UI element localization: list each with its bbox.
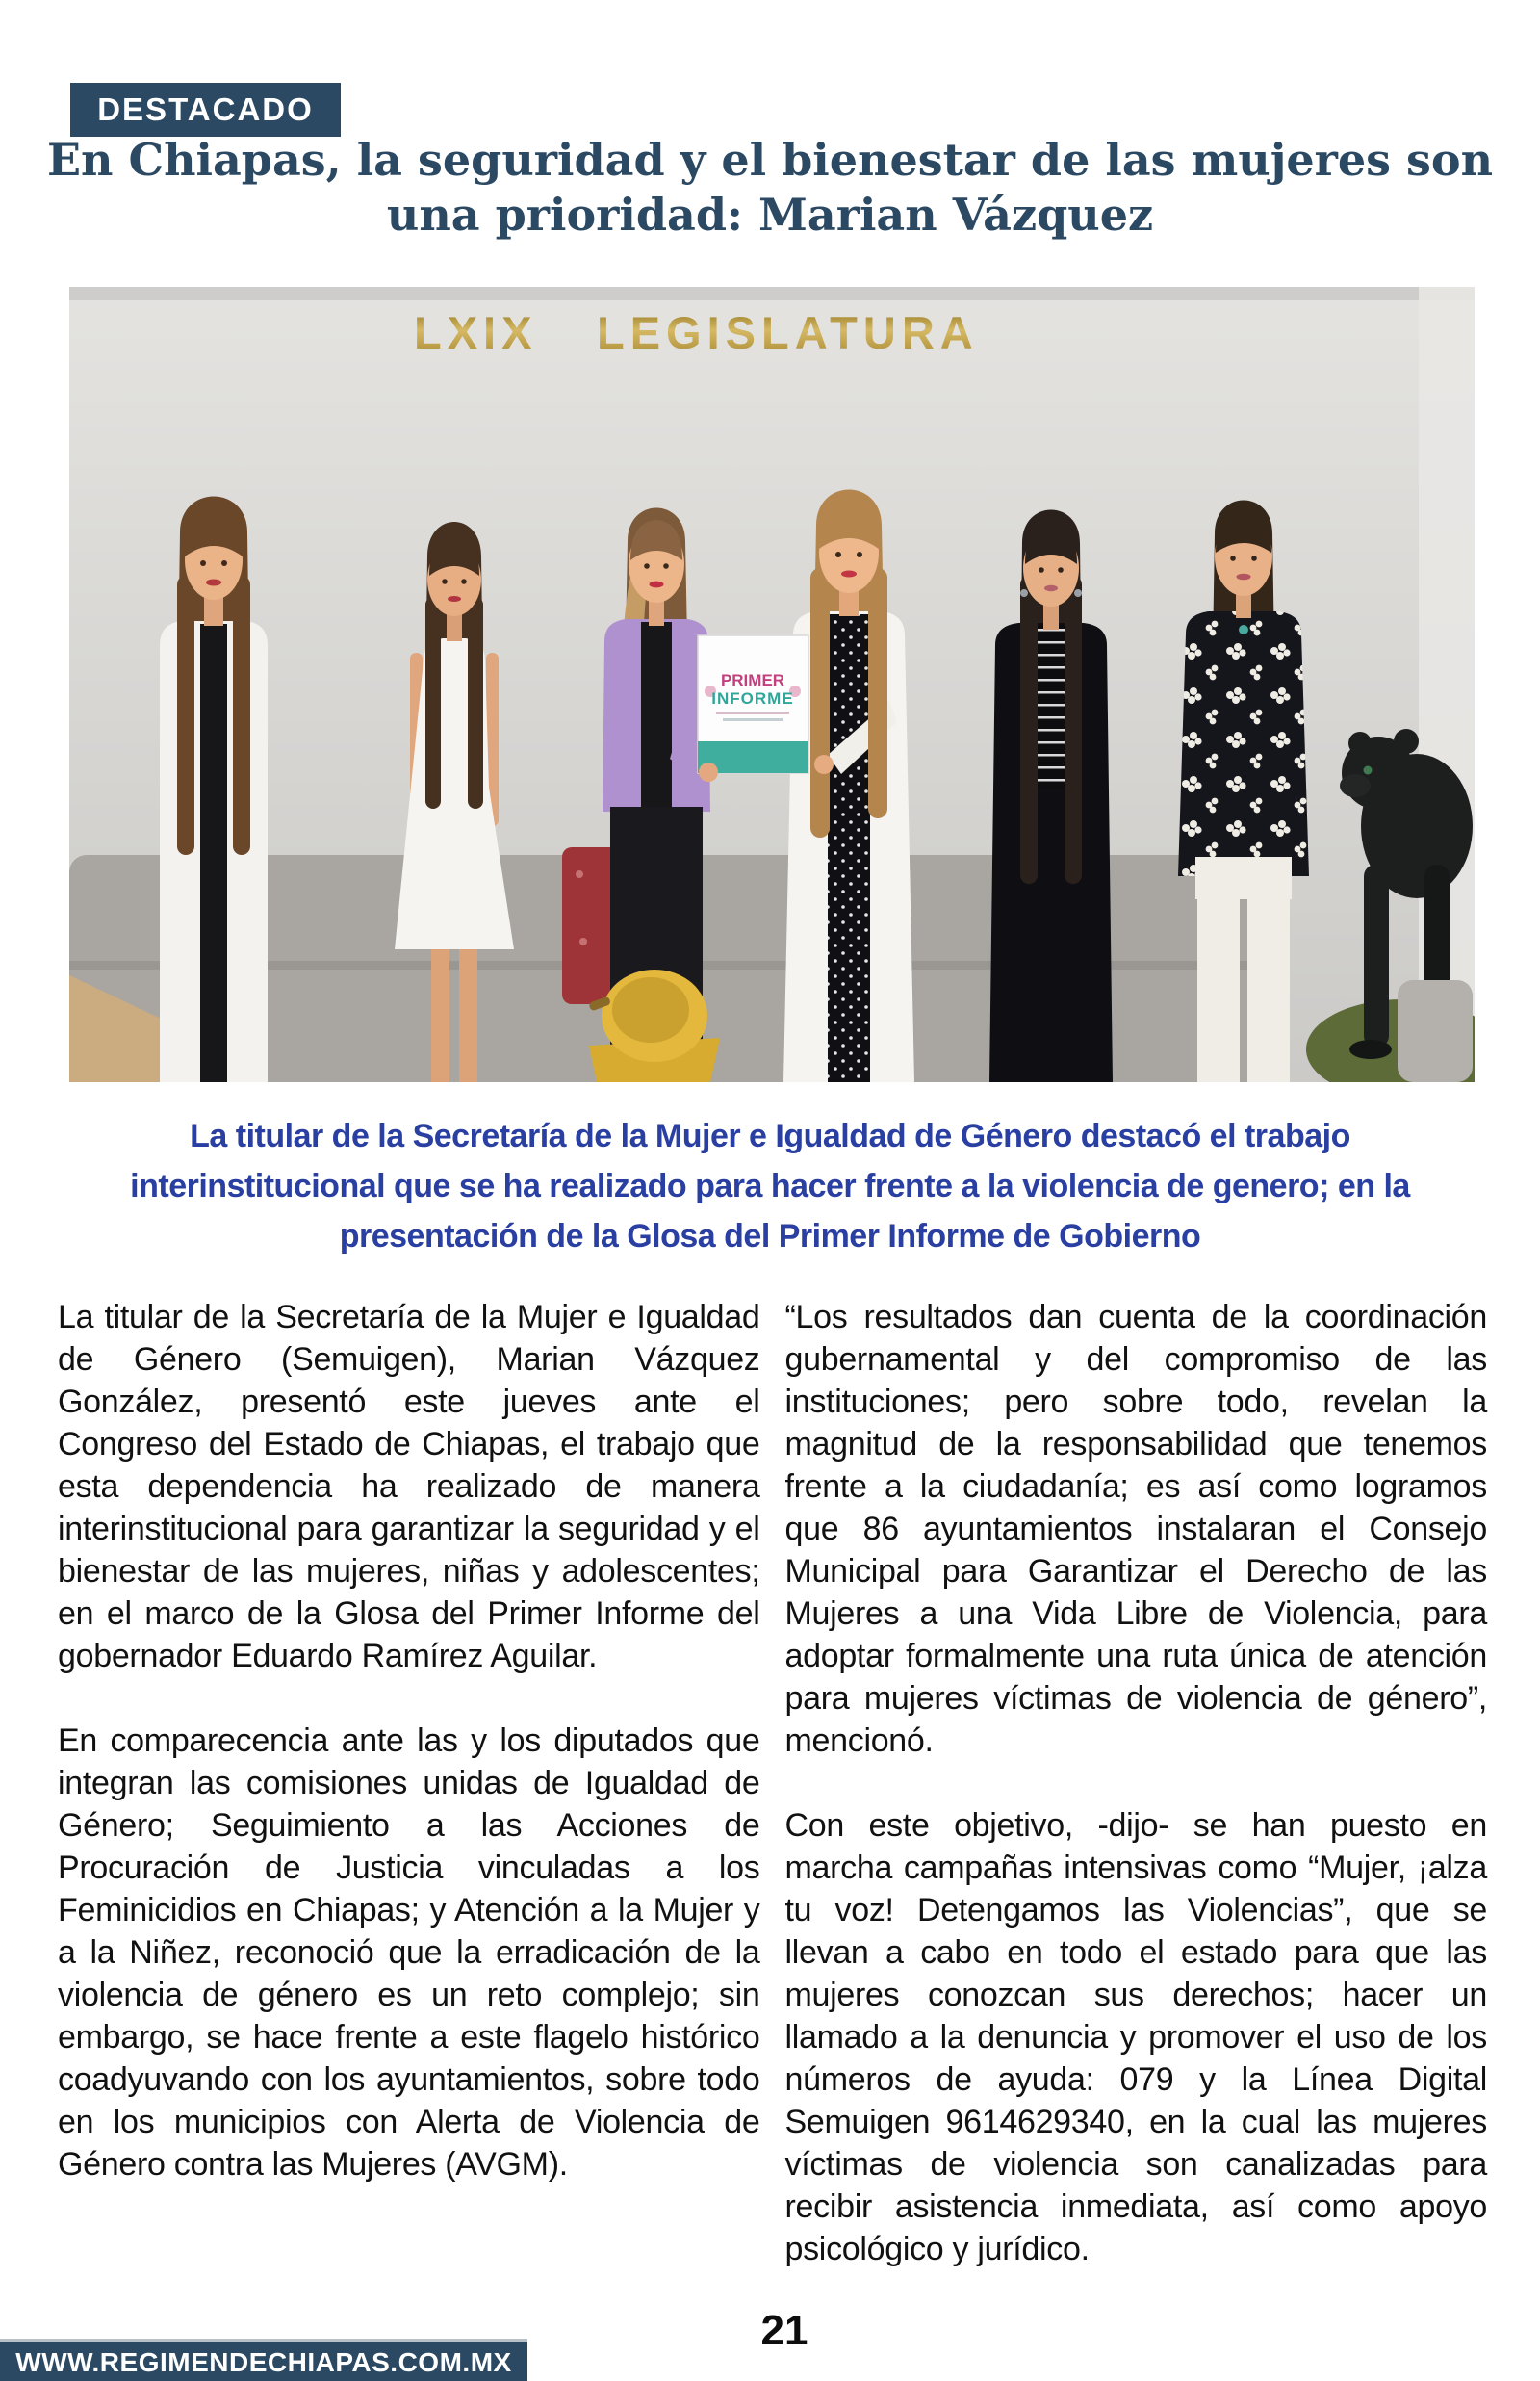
page-number: 21 [760, 2307, 808, 2354]
couch-arm [1398, 980, 1473, 1082]
earring-right [1074, 589, 1082, 597]
sign-word-legislatura: LEGISLATURA [597, 307, 979, 358]
hand-right [814, 755, 834, 774]
article-photo [69, 287, 1475, 1082]
photo-illustration [69, 287, 1475, 1082]
body-column-right [785, 1296, 1488, 2313]
section-badge [70, 83, 341, 137]
sign-word-lxix: LXIX [414, 307, 538, 358]
paragraph: Con este objetivo, -dijo- se han puesto en marcha campañas intensivas como “Mujer, ¡alza tu voz! Detengamos las Violencias”, que se llevan a cabo en todo el estado para que las mujeres conozcan sus derechos; hacer un llamado a la denuncia y promover el uso de los números de ayuda: 079 y la Línea Digital Semuigen 9614629340, en la cual las mujeres víctimas de violencia son canalizadas para recibir asistencia inmediata, así como apoyo psicológico y jurídico. [784, 1807, 1487, 2267]
lede-line-3: presentación de la Glosa del Primer Informe de Gobierno [339, 1218, 1201, 1255]
booklet-title-primer: PRIMER [720, 671, 785, 689]
lede-line-1: La titular de la Secretaría de la Mujer e Igualdad de Género destacó el trabajo [190, 1118, 1350, 1154]
paragraph: En comparecencia ante las y los diputados que integran las comisiones unidas de Igualdad de Género; Seguimiento a las Acciones de Procuración de Justicia vinculadas a los Feminicidios en Chiapas; y Atención a la Mujer y a la Niñez, reconoció que la erradicación de la violencia de género es un reto complejo; sin embargo, se hace frente a este flagelo histórico coadyuvando con los ayuntamientos, sobre todo en los municipios con Alerta de Violencia de Género contra las Mujeres (AVGM). [58, 1722, 760, 2183]
legislature-sign [414, 307, 979, 358]
article-body [58, 1296, 1487, 2313]
photo-wall-shadow [69, 287, 1475, 300]
article-headline [0, 133, 1540, 243]
jaguar-eye [1364, 766, 1373, 775]
lede-line-2: interinstitucional que se ha realizado para hacer frente a la violencia de genero; en la [130, 1168, 1410, 1204]
booklet-title-informe: INFORME [711, 689, 794, 708]
paragraph: La titular de la Secretaría de la Mujer e Igualdad de Género (Semuigen), Marian Vázquez González, presentó este jueves ante el Congreso del Estado de Chiapas, el trabajo que esta dependencia ha realizado de manera interinstitucional para garantizar la seguridad y el bienestar de las mujeres, niñas y adolescentes; en el marco de la Glosa del Primer Informe del gobernador Eduardo Ramírez Aguilar. [58, 1299, 760, 1674]
earring-left [1020, 589, 1028, 597]
body-column-left [58, 1296, 760, 2313]
hand-left [699, 763, 718, 782]
paragraph: “Los resultados dan cuenta de la coordinación gubernamental y del compromiso de las instituciones; pero sobre todo, revelan la magnitud de la responsabilidad que tenemos frente a la ciudadanía; es así como logramos que 86 ayuntamientos instalaran el Consejo Municipal para Garantizar el Derecho de las Mujeres a una Vida Libre de Violencia, para adoptar formalmente una ruta única de atención para mujeres víctimas de violencia de género”, mencionó. [784, 1299, 1487, 1759]
pendant [1239, 625, 1248, 634]
article-lede [0, 1111, 1540, 1261]
headline-line-2: una prioridad: Marian Vázquez [386, 189, 1154, 241]
footer-website: WWW.REGIMENDECHIAPAS.COM.MX [15, 2347, 512, 2377]
headline-line-1: En Chiapas, la seguridad y el bienestar de las mujeres son [46, 134, 1494, 186]
section-badge-label: DESTACADO [97, 91, 314, 127]
footer-url-bar [0, 2339, 527, 2381]
